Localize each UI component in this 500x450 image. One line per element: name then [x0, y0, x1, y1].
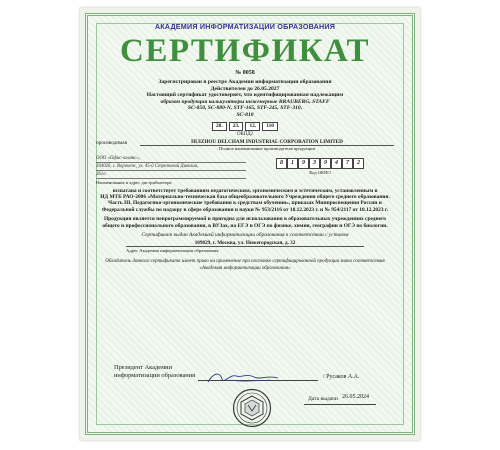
- okpo-label: Код ОКПО: [309, 170, 331, 176]
- okpo-digit: 9: [320, 158, 331, 169]
- okpo-digit: 9: [298, 158, 309, 169]
- certificate-content: [96, 22, 394, 272]
- academy-name: АКАДЕМИЯ ИНФОРМАТИЗАЦИИ ОБРАЗОВАНИЯ: [154, 22, 336, 31]
- okpd2-code: [96, 122, 394, 131]
- requirements-text: испытана и соответствует требованиям педагогическим, эргономическим и эстетическим, установленным в: [112, 187, 378, 194]
- okpo-digit: 3: [309, 158, 320, 169]
- signatory-line: Президент Академии: [114, 364, 172, 371]
- models-line-2: SC-810: [236, 111, 254, 118]
- academy-address-label: Адрес Академии информатизации образования: [126, 248, 219, 254]
- academy-seal-icon: [232, 388, 272, 428]
- distributor-line: ООО «Офис-альянс»,: [96, 155, 246, 163]
- code-box: 28.: [212, 122, 227, 131]
- usage-text: Продукция является непрограммируемой и пригодна для использования в образовательных учреждениях среднего общего и профессионального образования, в ВУЗах, на ЕГЭ и ОГЭ по физике, химии, географии и ОГЭ по биологии.: [102, 216, 388, 229]
- issue-date-label: Дата выдачи: [308, 396, 338, 402]
- okpo-code: [276, 158, 364, 169]
- okpo-digit: 8: [276, 158, 287, 169]
- certificate-title: СЕРТИФИКАТ: [120, 33, 370, 69]
- issue-date-line: [304, 404, 376, 405]
- okpd2-label: ОКПД2: [237, 131, 253, 137]
- certificate-number: № 0058: [235, 70, 255, 76]
- distributor-line: 394026, г. Воронеж, ул. 45-й Стрелковой Дивизии,: [96, 163, 246, 171]
- signatory-name: / Русаков А.А.: [323, 374, 360, 380]
- code-box: 12.: [245, 122, 260, 131]
- distributor-line: 261а: [96, 171, 246, 179]
- code-box: 110: [262, 122, 278, 131]
- distributor-label: Наименование и адрес дистрибьютора: [96, 179, 172, 185]
- standards-text: ИД МТБ РАО-2006 «Материально-техническая база общеобразовательного Учреждения общего среднего образования. Часть III. Педагогико-эргономические требования к средствам обучения», приказах Минпросвещения России и Федеральной службы по надзору в сфере образования и науки № 953/2116 от 18.12.2023 г. и № 954/2117 от 18.12.2023 г.: [100, 193, 390, 213]
- okpo-block: [246, 155, 394, 179]
- signatory-title: [114, 364, 195, 380]
- okpo-digit: 4: [331, 158, 342, 169]
- manufacturer-value: HUIZHOU DELCHAM INDUSTRIAL CORPORATION LIMITED: [140, 139, 394, 146]
- certificate-sheet: [80, 8, 420, 440]
- validity-line: Действителен до 26.05.2027: [210, 85, 280, 92]
- academy-address: 109029, г. Москва, ул. Нижегородская, д. 32: [126, 240, 364, 247]
- issue-date: 26.05.2024: [342, 394, 369, 400]
- certifies-line: Настоящий сертификат удостоверяет, что идентифицированная надлежащим: [146, 92, 344, 99]
- manufacturer-row: [96, 139, 394, 146]
- distributor-block: [96, 155, 394, 179]
- product-line: образом продукция калькуляторы инженерные BRAUBERG, STAFF: [160, 98, 330, 105]
- manufacturer-label: производимая: [96, 139, 127, 146]
- holder-note: Обладатель данного сертификата имеет право на применение при поставке сертифицированной продукции знака соответствия «Академия информатизации образования»: [105, 259, 385, 271]
- okpo-digit: 2: [353, 158, 364, 169]
- distributor-address: [96, 155, 246, 179]
- issued-text: Сертификат выдан Академией информатизации образования в соответствии с уставом: [141, 232, 349, 238]
- models-line: SC-850, SC-880-N, STF-165, STF-245, STF-310,: [187, 105, 303, 112]
- code-box: 23.: [229, 122, 244, 131]
- signatory-line: информатизации образования: [114, 372, 196, 379]
- signature-scribble: [200, 370, 290, 386]
- manufacturer-sublabel: Полное наименование производителя продукции: [219, 145, 315, 151]
- okpo-digit: 1: [287, 158, 298, 169]
- registration-line: Зарегистрирован в реестре Академии информатизации образования: [158, 79, 332, 85]
- okpo-digit: 7: [342, 158, 353, 169]
